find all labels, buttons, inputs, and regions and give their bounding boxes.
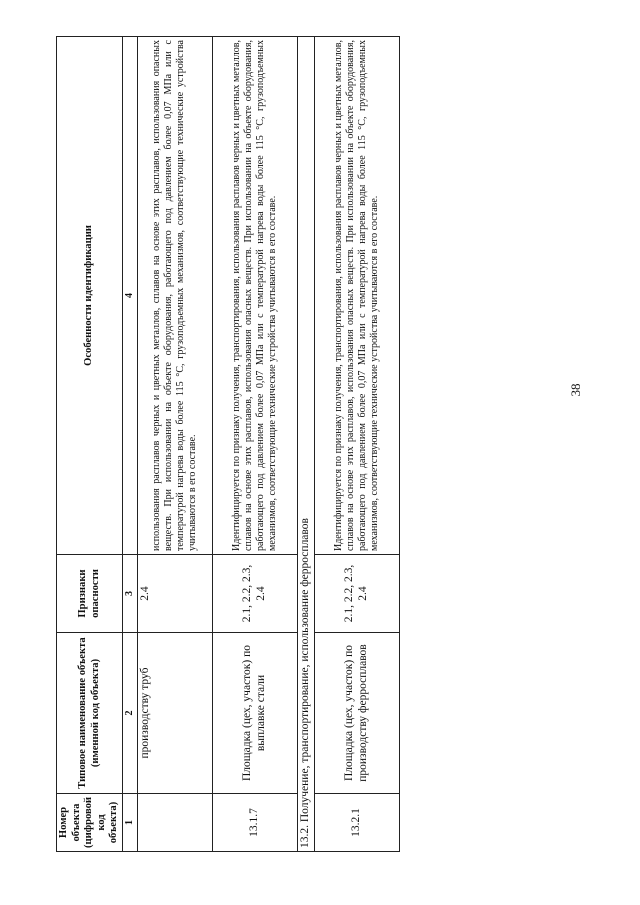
object-name: Площадка (цех, участок) по выплавке стали — [212, 633, 297, 794]
column-number-row — [123, 37, 138, 852]
hazard-signs: 2.1, 2.2, 2.3, 2.4 — [212, 555, 297, 633]
column-number: 2 — [123, 633, 138, 794]
object-name: производству труб — [138, 633, 213, 794]
table-row — [315, 37, 400, 852]
header-hazard-signs: Признаки опасности — [57, 555, 123, 633]
table-row — [212, 37, 297, 852]
identification-features: использования расплавов черных и цветных металлов, сплавов на основе этих расплавов, использования опасных веществ. При использовании на объекте оборудования, работающего под давлением более 0,07 МПа или с температурой нагрева воды более 115 °С, грузоподъемных механизмов, соответствующие технические устройства учитываются в его составе. — [138, 37, 213, 555]
header-identification-features: Особенности идентификации — [57, 37, 123, 555]
page-number: 38 — [568, 383, 583, 397]
identification-features: Идентифицируется по признаку получения, транспортирования, использования расплавов черных и цветных металлов, сплавов на основе этих расплавов, использования опасных веществ. При использовании на объекте оборудования, работающего под давлением более 0,07 МПа или с температурой нагрева воды более 115 °С, грузоподъемных механизмов, соответствующие технические устройства учитываются в его составе. — [212, 37, 297, 555]
identification-features: Идентифицируется по признаку получения, транспортирования, использования расплавов черных и цветных металлов, сплавов на основе этих расплавов, использования опасных веществ. При использовании на объекте оборудования, работающего под давлением более 0,07 МПа или с температурой нагрева воды более 115 °С, грузоподъемных механизмов, соответствующие технические устройства учитываются в его составе. — [315, 37, 400, 555]
section-heading: 13.2. Получение, транспортирование, использование ферросплавов — [297, 37, 314, 852]
hazard-signs: 2.4 — [138, 555, 213, 633]
rotated-table-container — [56, 37, 400, 852]
table-row — [138, 37, 213, 852]
object-code: 13.1.7 — [212, 794, 297, 852]
identification-table — [56, 36, 400, 852]
object-code — [138, 794, 213, 852]
header-object-number: Номер объекта (цифровой код объекта) — [57, 794, 123, 852]
section-row — [297, 37, 314, 852]
object-name: Площадка (цех, участок) по производству ферросплавов — [315, 633, 400, 794]
hazard-signs: 2.1, 2.2, 2.3, 2.4 — [315, 555, 400, 633]
column-number: 3 — [123, 555, 138, 633]
header-row — [57, 37, 123, 852]
object-code: 13.2.1 — [315, 794, 400, 852]
header-object-name: Типовое наименование объекта (именной код объекта) — [57, 633, 123, 794]
column-number: 4 — [123, 37, 138, 555]
column-number: 1 — [123, 794, 138, 852]
